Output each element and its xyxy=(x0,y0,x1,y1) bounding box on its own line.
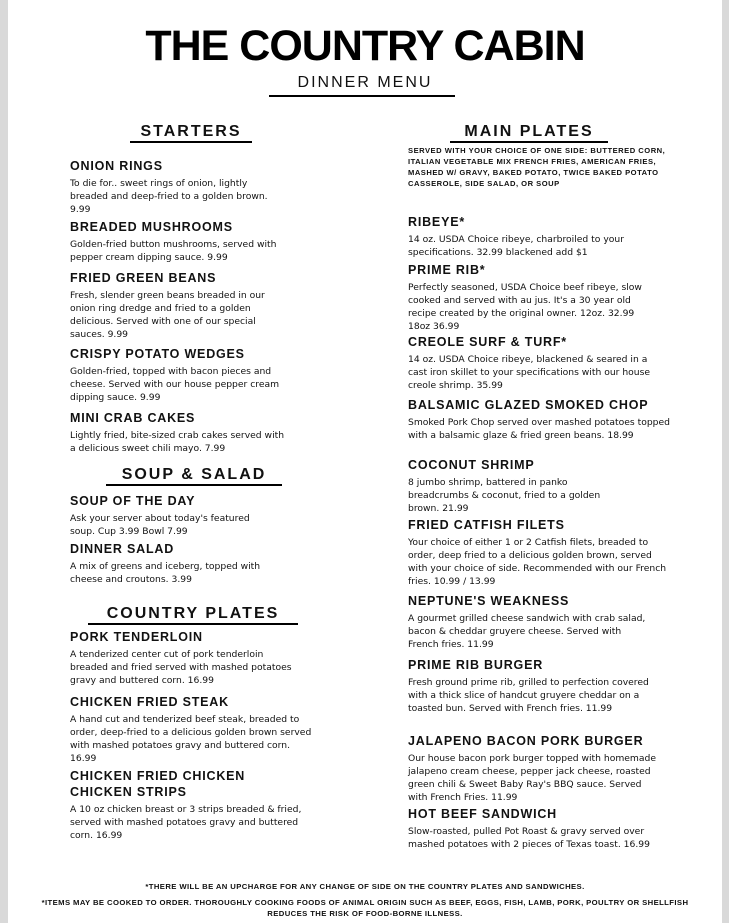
footer-note-food-safety: *ITEMS MAY BE COOKED TO ORDER. THOROUGHLY COOKING FOODS OF ANIMAL ORIGIN SUCH AS BEEF, EGGS, FISH, LAMB, PORK, POULTRY OR SHELLFISH REDUCES THE RISK OF FOOD-BORNE ILLNESS. xyxy=(41,898,689,918)
item-name: CREOLE SURF & TURF* xyxy=(408,335,567,349)
section-title-starters: STARTERS xyxy=(130,123,252,143)
item-name: HOT BEEF SANDWICH xyxy=(408,807,558,821)
menu-item xyxy=(70,271,284,341)
item-name: NEPTUNE'S WEAKNESS xyxy=(408,594,570,608)
item-name: FRIED CATFISH FILETS xyxy=(408,518,565,532)
menu-item xyxy=(70,159,280,216)
menu-page xyxy=(8,0,722,923)
menu-item xyxy=(70,411,286,455)
menu-item xyxy=(70,542,286,586)
item-description: Smoked Pork Chop served over mashed potatoes topped with a balsamic glaze & fried green beans. 18.99 xyxy=(408,417,670,441)
item-description: 14 oz. USDA Choice ribeye, blackened & seared in a cast iron skillet to your specifications with our house creole shrimp. 35.99 xyxy=(408,354,651,391)
section-title-country-plates: COUNTRY PLATES xyxy=(88,605,298,625)
item-name: RIBEYE* xyxy=(408,215,466,229)
item-name: MINI CRAB CAKES xyxy=(70,411,196,425)
item-description: Golden-fried button mushrooms, served with pepper cream dipping sauce. 9.99 xyxy=(70,239,277,263)
item-description: 8 jumbo shrimp, battered in panko breadcrumbs & coconut, fried to a golden brown. 21.99 xyxy=(408,477,601,514)
menu-item xyxy=(408,263,652,333)
menu-item xyxy=(408,215,666,259)
item-name: BREADED MUSHROOMS xyxy=(70,220,233,234)
item-name: PORK TENDERLOIN xyxy=(70,630,203,644)
menu-item xyxy=(408,734,660,804)
item-name: SOUP OF THE DAY xyxy=(70,494,196,508)
sides-note: SERVED WITH YOUR CHOICE OF ONE SIDE: BUTTERED CORN, ITALIAN VEGETABLE MIX FRENCH FRIES, AMERICAN FRIES, MASHED W/ GRAVY, BAKED POTATO, TWICE BAKED POTATO CASSEROLE, SIDE SALAD, OR SOUP xyxy=(408,146,666,188)
section-title-main-plates: MAIN PLATES xyxy=(450,123,608,143)
item-name: PRIME RIB BURGER xyxy=(408,658,544,672)
menu-item xyxy=(408,518,670,588)
menu-item xyxy=(408,594,654,651)
item-description: A 10 oz chicken breast or 3 strips breaded & fried, served with mashed potatoes gravy and buttered corn. 16.99 xyxy=(70,804,302,841)
item-name: PRIME RIB* xyxy=(408,263,486,277)
item-description: 14 oz. USDA Choice ribeye, charbroiled to your specifications. 32.99 blackened add $1 xyxy=(408,234,624,258)
menu-subtitle: DINNER MENU xyxy=(297,74,433,91)
menu-item xyxy=(70,347,284,404)
item-name: ONION RINGS xyxy=(70,159,163,173)
subtitle-divider xyxy=(269,95,455,97)
item-name: CHICKEN FRIED CHICKEN xyxy=(70,769,246,783)
item-description: Your choice of either 1 or 2 Catfish filets, breaded to order, deep fried to a delicious golden brown, served with your choice of side. Recommended with our French fries. 10.99 / 13.99 xyxy=(408,537,667,587)
menu-item xyxy=(70,630,296,687)
item-description: Slow-roasted, pulled Pot Roast & gravy served over mashed potatoes with 2 pieces of Texas toast. 16.99 xyxy=(408,826,650,850)
item-name: DINNER SALAD xyxy=(70,542,175,556)
menu-item xyxy=(408,458,630,515)
item-name-secondary: CHICKEN STRIPS xyxy=(70,785,187,799)
menu-item xyxy=(408,398,670,442)
item-description: A gourmet grilled cheese sandwich with crab salad, bacon & cheddar gruyere cheese. Served with French fries. 11.99 xyxy=(408,613,646,650)
item-description: Perfectly seasoned, USDA Choice beef ribeye, slow cooked and served with au jus. It's a 30 year old recipe created by the original owner. 12oz. 32.99 18oz 36.99 xyxy=(408,282,642,332)
menu-item xyxy=(70,769,302,842)
item-name: CHICKEN FRIED STEAK xyxy=(70,695,229,709)
item-description: Ask your server about today's featured soup. Cup 3.99 Bowl 7.99 xyxy=(70,513,250,537)
item-name: CRISPY POTATO WEDGES xyxy=(70,347,245,361)
item-description: A mix of greens and iceberg, topped with cheese and croutons. 3.99 xyxy=(70,561,261,585)
item-description: Fresh, slender green beans breaded in our onion ring dredge and fried to a golden delicious. Served with one of our special sauces. 9.99 xyxy=(70,290,265,340)
item-name: FRIED GREEN BEANS xyxy=(70,271,217,285)
item-name: COCONUT SHRIMP xyxy=(408,458,535,472)
menu-item xyxy=(70,494,276,538)
menu-item xyxy=(408,807,652,851)
item-description: Golden-fried, topped with bacon pieces and cheese. Served with our house pepper cream dipping sauce. 9.99 xyxy=(70,366,280,403)
menu-item xyxy=(70,695,316,765)
item-name: BALSAMIC GLAZED SMOKED CHOP xyxy=(408,398,649,412)
item-description: Lightly fried, bite-sized crab cakes served with a delicious sweet chili mayo. 7.99 xyxy=(70,430,285,454)
item-description: To die for.. sweet rings of onion, lightly breaded and deep-fried to a golden brown. 9.99 xyxy=(70,178,268,215)
item-description: Fresh ground prime rib, grilled to perfection covered with a thick slice of handcut gruyere cheddar on a toasted bun. Served with French fries. 11.99 xyxy=(408,677,649,714)
menu-item xyxy=(408,658,656,715)
footer-note-upcharge: *THERE WILL BE AN UPCHARGE FOR ANY CHANGE OF SIDE ON THE COUNTRY PLATES AND SANDWICHES. xyxy=(145,882,585,891)
item-description: A hand cut and tenderized beef steak, breaded to order, deep-fried to a delicious golden brown served with mashed potatoes gravy and buttered corn. 16.99 xyxy=(70,714,312,764)
item-description: Our house bacon pork burger topped with homemade jalapeno cream cheese, pepper jack cheese, roasted green chili & Sweet Baby Ray's BBQ sauce. Served with French Fries. 11.99 xyxy=(408,753,656,803)
section-title-soup-salad: SOUP & SALAD xyxy=(106,466,282,486)
item-description: A tenderized center cut of pork tenderloin breaded and fried served with mashed potatoes gravy and buttered corn. 16.99 xyxy=(70,649,292,686)
menu-item xyxy=(408,335,658,392)
menu-item xyxy=(70,220,280,264)
item-name: JALAPENO BACON PORK BURGER xyxy=(408,734,644,748)
menu-title: THE COUNTRY CABIN xyxy=(145,22,585,70)
